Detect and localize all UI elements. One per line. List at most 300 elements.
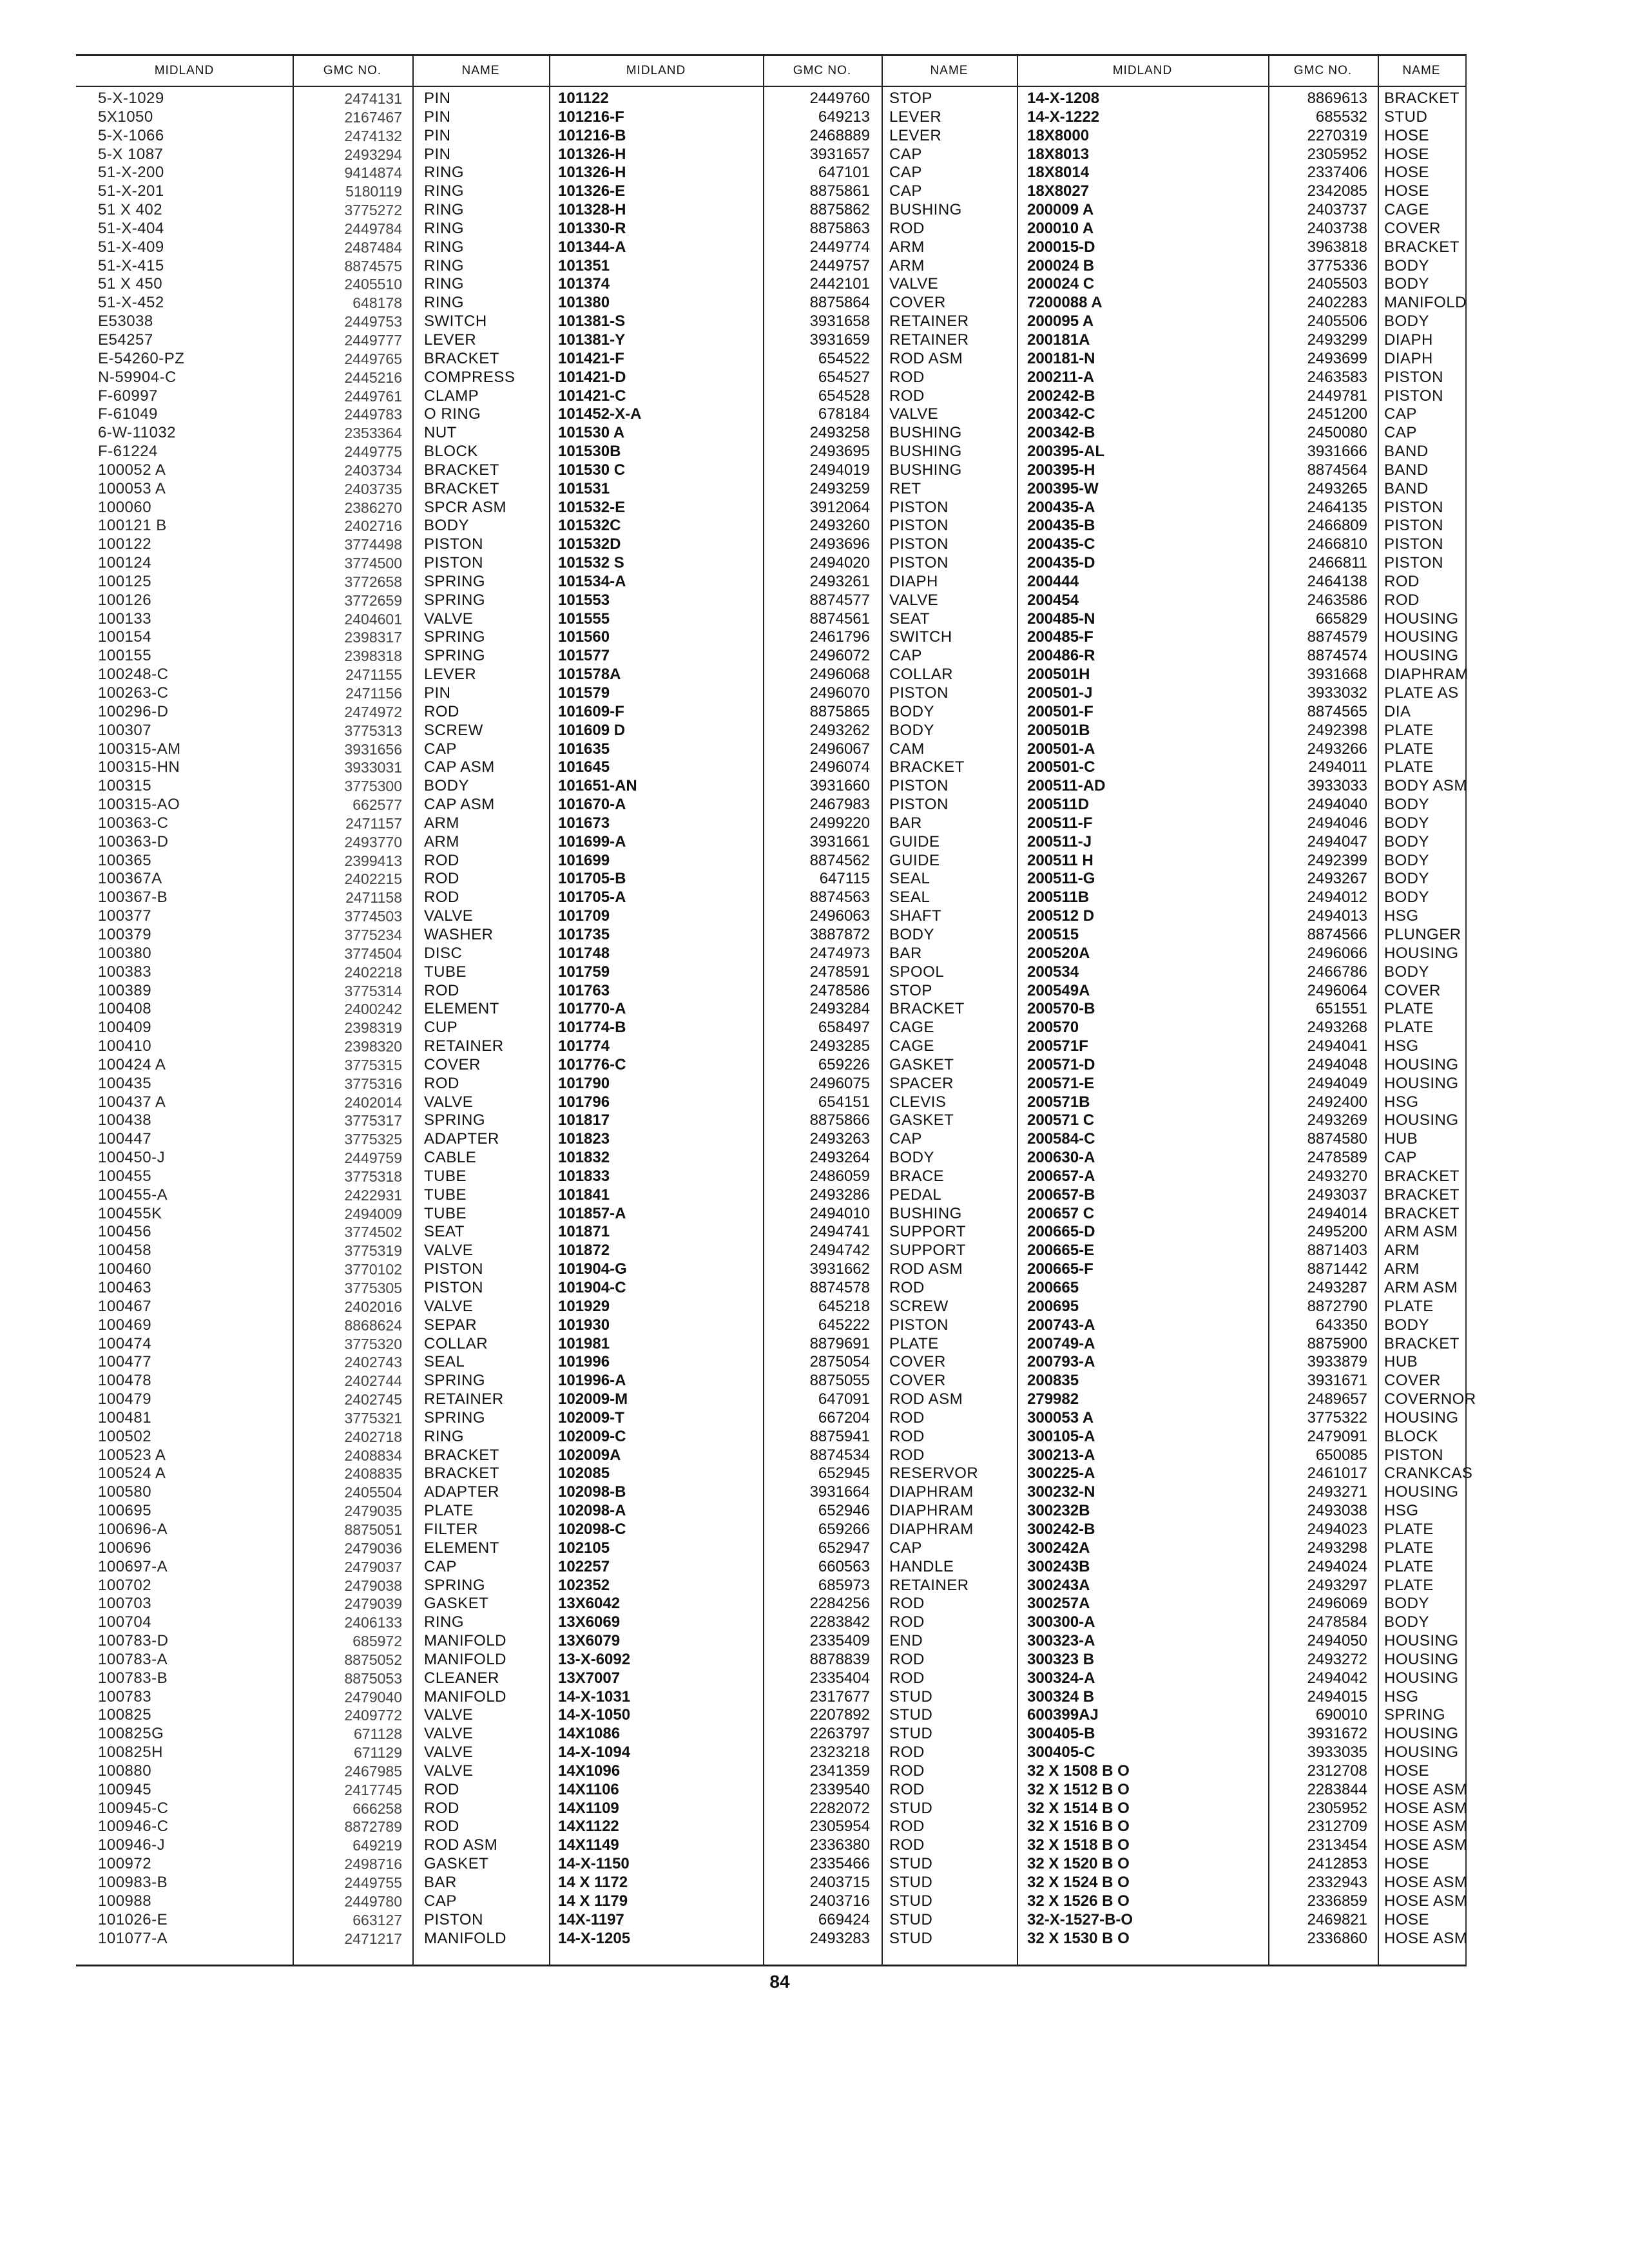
- gmc-cell: 2494012: [1307, 889, 1367, 907]
- name-cell: BODY: [889, 702, 935, 720]
- name-cell: RING: [424, 219, 464, 237]
- name-cell: HOSE: [1384, 1910, 1430, 1928]
- name-cell: PLUNGER: [1384, 925, 1461, 943]
- name-cell: SEAL: [889, 870, 930, 888]
- midland-cell: 100945-C: [98, 1799, 169, 1817]
- midland-cell: 101452-X-A: [558, 405, 642, 423]
- gmc-cell: 2403715: [809, 1874, 870, 1891]
- midland-cell: 100363-C: [98, 814, 169, 832]
- name-cell: PISTON: [889, 517, 949, 535]
- gmc-cell: 3931659: [809, 331, 870, 349]
- midland-cell: 32 X 1530 B O: [1027, 1929, 1130, 1947]
- gmc-cell: 3775325: [344, 1131, 402, 1148]
- gmc-cell: 2167467: [344, 108, 402, 126]
- gmc-cell: 2403737: [1307, 201, 1367, 219]
- midland-column-3: [1027, 90, 1266, 1948]
- gmc-cell: 2494048: [1307, 1055, 1367, 1073]
- name-cell: HANDLE: [889, 1557, 954, 1575]
- midland-cell: 13X7007: [558, 1669, 621, 1687]
- midland-cell: 18X8013: [1027, 145, 1090, 163]
- midland-cell: 300243B: [1027, 1557, 1090, 1575]
- name-cell: RING: [424, 256, 464, 274]
- midland-cell: 32 X 1512 B O: [1027, 1780, 1130, 1798]
- name-cell: BLOCK: [1384, 1427, 1438, 1445]
- gmc-cell: 2474132: [344, 127, 402, 144]
- name-cell: CAP: [424, 1892, 457, 1910]
- name-cell: BODY ASM: [1384, 777, 1467, 795]
- gmc-cell: 2409772: [344, 1707, 402, 1724]
- gmc-cell: 647101: [818, 164, 870, 182]
- midland-cell: 32 X 1524 B O: [1027, 1874, 1130, 1891]
- gmc-cell: 2478584: [1307, 1613, 1367, 1631]
- midland-cell: 101857-A: [558, 1204, 626, 1222]
- gmc-cell: 2493696: [809, 535, 870, 553]
- gmc-cell: 3770102: [344, 1261, 402, 1278]
- name-cell: RETAINER: [889, 312, 969, 331]
- name-cell: BODY: [889, 721, 935, 739]
- name-cell: GUIDE: [889, 851, 940, 869]
- midland-cell: 101578A: [558, 666, 621, 684]
- midland-cell: 200024 B: [1027, 256, 1095, 274]
- midland-cell: 101776-C: [558, 1055, 626, 1073]
- gmc-cell: 2408835: [344, 1465, 402, 1483]
- name-cell: BRACKET: [1384, 238, 1460, 256]
- midland-column-1: [98, 90, 285, 1948]
- gmc-cell: 2496069: [1307, 1595, 1367, 1613]
- gmc-cell: 2405506: [1307, 312, 1367, 331]
- name-column-2: [889, 90, 1016, 1948]
- name-cell: STUD: [889, 1874, 933, 1891]
- midland-cell: 5-X-1066: [98, 126, 164, 144]
- midland-cell: 300243A: [1027, 1576, 1090, 1594]
- name-cell: BODY: [1384, 814, 1430, 832]
- midland-cell: 100060: [98, 498, 152, 516]
- midland-cell: 100315-HN: [98, 758, 180, 776]
- midland-cell: 102105: [558, 1539, 610, 1557]
- midland-cell: 200444: [1027, 572, 1079, 590]
- midland-cell: 200501-F: [1027, 702, 1094, 720]
- column-divider: [412, 56, 414, 1965]
- midland-cell: 200010 A: [1027, 219, 1094, 237]
- midland-cell: 101326-E: [558, 182, 626, 200]
- midland-cell: F-61049: [98, 405, 158, 423]
- name-cell: RET: [889, 479, 921, 497]
- midland-cell: 100383: [98, 963, 152, 981]
- gmc-cell: 2478586: [809, 981, 870, 999]
- gmc-cell: 2422931: [344, 1186, 402, 1204]
- gmc-cell: 2412853: [1307, 1855, 1367, 1873]
- gmc-cell: 2466810: [1307, 535, 1367, 553]
- gmc-cell: 2402743: [344, 1354, 402, 1371]
- gmc-cell: 2474972: [344, 703, 402, 720]
- midland-cell: 300232B: [1027, 1502, 1090, 1520]
- gmc-cell: 8874564: [1307, 461, 1367, 479]
- name-cell: TUBE: [424, 1167, 467, 1185]
- midland-cell: 101530 A: [558, 424, 625, 442]
- header-name-1: NAME: [412, 56, 549, 87]
- gmc-cell: 2496070: [809, 684, 870, 702]
- name-cell: PISTON: [1384, 517, 1443, 535]
- gmc-cell: 2494023: [1307, 1520, 1367, 1538]
- gmc-cell: 2478589: [1307, 1149, 1367, 1167]
- midland-cell: 14-X-1150: [558, 1855, 630, 1873]
- midland-cell: 32-X-1527-B-O: [1027, 1910, 1133, 1928]
- name-cell: DIAPH: [1384, 349, 1433, 367]
- name-cell: ROD: [424, 851, 459, 869]
- name-cell: CAM: [889, 740, 925, 758]
- gmc-cell: 8874574: [1307, 647, 1367, 665]
- parts-table: [76, 54, 1476, 1966]
- midland-cell: 101381-Y: [558, 331, 626, 349]
- midland-cell: 101735: [558, 925, 610, 943]
- gmc-cell: 2464138: [1307, 572, 1367, 590]
- name-cell: HOUSING: [1384, 1669, 1459, 1687]
- name-cell: COVER: [1384, 981, 1441, 999]
- name-cell: BAR: [889, 944, 922, 962]
- gmc-cell: 8874562: [809, 851, 870, 869]
- midland-cell: 101328-H: [558, 201, 626, 219]
- midland-cell: 14-X-1222: [1027, 108, 1100, 126]
- name-cell: ROD: [889, 1762, 925, 1780]
- gmc-cell: 8874534: [809, 1446, 870, 1464]
- name-cell: ROD: [889, 1613, 925, 1631]
- name-cell: BUSHING: [889, 424, 962, 442]
- name-cell: CLEVIS: [889, 1093, 947, 1111]
- name-cell: BRACKET: [424, 479, 499, 497]
- midland-cell: 13X6042: [558, 1595, 621, 1613]
- midland-cell: 300405-C: [1027, 1744, 1095, 1762]
- gmc-cell: 2494014: [1307, 1204, 1367, 1222]
- midland-cell: 200657-A: [1027, 1167, 1095, 1185]
- name-cell: ROD: [424, 702, 459, 720]
- midland-cell: 14-X-1205: [558, 1929, 631, 1947]
- name-cell: MANIFOLD: [424, 1650, 507, 1668]
- gmc-cell: 3933035: [1307, 1744, 1367, 1762]
- gmc-cell: 2493258: [809, 424, 870, 442]
- midland-cell: 100477: [98, 1353, 152, 1371]
- name-cell: CLAMP: [424, 387, 479, 405]
- gmc-column-2: [764, 90, 870, 1948]
- gmc-cell: 2493284: [809, 1000, 870, 1018]
- midland-cell: 101421-D: [558, 368, 626, 386]
- gmc-cell: 3775321: [344, 1409, 402, 1427]
- name-cell: BODY: [1384, 889, 1430, 907]
- midland-cell: 200342-B: [1027, 424, 1095, 442]
- name-cell: COVER: [889, 1372, 946, 1390]
- gmc-cell: 2493265: [1307, 479, 1367, 497]
- gmc-cell: 2402014: [344, 1093, 402, 1111]
- midland-cell: 101421-F: [558, 349, 624, 367]
- name-cell: RETAINER: [424, 1390, 504, 1408]
- gmc-cell: 8874575: [344, 257, 402, 274]
- name-cell: CAP: [889, 1130, 922, 1148]
- name-cell: SUPPORT: [889, 1242, 967, 1260]
- gmc-cell: 654151: [818, 1093, 870, 1111]
- name-cell: HOSE ASM: [1384, 1818, 1468, 1836]
- gmc-cell: 2398317: [344, 629, 402, 646]
- midland-cell: 200501-J: [1027, 684, 1093, 702]
- name-cell: PLATE: [1384, 1539, 1434, 1557]
- gmc-cell: 3933032: [1307, 684, 1367, 702]
- gmc-cell: 2471217: [344, 1930, 402, 1947]
- name-cell: HOSE: [1384, 182, 1430, 200]
- midland-cell: 200665-E: [1027, 1242, 1095, 1260]
- gmc-cell: 2493271: [1307, 1483, 1367, 1501]
- name-cell: BAND: [1384, 443, 1429, 461]
- name-cell: BRACKET: [1384, 1186, 1460, 1204]
- name-cell: PISTON: [1384, 1446, 1443, 1464]
- gmc-cell: 3772659: [344, 591, 402, 609]
- name-cell: CABLE: [424, 1149, 477, 1167]
- gmc-cell: 649219: [352, 1837, 402, 1854]
- gmc-cell: 2399413: [344, 852, 402, 869]
- gmc-cell: 2402745: [344, 1391, 402, 1408]
- name-cell: GASKET: [889, 1055, 954, 1073]
- gmc-cell: 2312708: [1307, 1762, 1367, 1780]
- gmc-cell: 2493260: [809, 517, 870, 535]
- name-cell: BRACKET: [424, 1465, 499, 1483]
- midland-cell: 101122: [558, 90, 609, 107]
- name-cell: ROD ASM: [889, 349, 963, 367]
- midland-cell: 200665-F: [1027, 1260, 1094, 1278]
- gmc-cell: 2449759: [344, 1149, 402, 1167]
- name-cell: STOP: [889, 90, 932, 107]
- midland-cell: 200485-F: [1027, 628, 1094, 646]
- gmc-cell: 2463583: [1307, 368, 1367, 386]
- midland-cell: 200515: [1027, 925, 1079, 943]
- midland-cell: 101609-F: [558, 702, 624, 720]
- name-column-3: [1384, 90, 1476, 1948]
- gmc-cell: 2442101: [809, 275, 870, 293]
- gmc-cell: 2496074: [809, 758, 870, 776]
- name-cell: CAP ASM: [424, 796, 495, 814]
- gmc-cell: 2449784: [344, 220, 402, 237]
- gmc-cell: 647091: [818, 1390, 870, 1408]
- name-cell: SPRING: [424, 1372, 486, 1390]
- gmc-cell: 652945: [818, 1465, 870, 1483]
- name-cell: PLATE: [1384, 1000, 1434, 1018]
- midland-cell: 14 X 1172: [558, 1874, 628, 1891]
- name-cell: DIAPHRAM: [889, 1502, 974, 1520]
- gmc-cell: 3775320: [344, 1335, 402, 1352]
- name-cell: COVER: [889, 1353, 946, 1371]
- gmc-cell: 2312709: [1307, 1818, 1367, 1836]
- midland-cell: 200835: [1027, 1372, 1079, 1390]
- gmc-cell: 8874565: [1307, 702, 1367, 720]
- gmc-cell: 2405503: [1307, 275, 1367, 293]
- midland-cell: 200511 H: [1027, 851, 1094, 869]
- midland-cell: 600399AJ: [1027, 1706, 1099, 1724]
- name-cell: VALVE: [424, 1242, 474, 1260]
- midland-cell: 200501B: [1027, 721, 1090, 739]
- midland-cell: 102098-C: [558, 1520, 626, 1538]
- name-cell: HSG: [1384, 1093, 1419, 1111]
- gmc-cell: 2467985: [344, 1762, 402, 1780]
- name-cell: TUBE: [424, 963, 467, 981]
- name-cell: ROD: [424, 1074, 459, 1092]
- gmc-cell: 2474973: [809, 944, 870, 962]
- midland-cell: 32 X 1514 B O: [1027, 1799, 1130, 1817]
- name-cell: ARM: [889, 238, 925, 256]
- gmc-cell: 2494010: [809, 1204, 870, 1222]
- gmc-cell: 2875054: [809, 1353, 870, 1371]
- gmc-cell: 2493287: [1307, 1279, 1367, 1296]
- midland-cell: 100946-J: [98, 1836, 166, 1854]
- name-cell: HOUSING: [1384, 1055, 1459, 1073]
- gmc-cell: 2493286: [809, 1186, 870, 1204]
- name-cell: CAGE: [889, 1037, 935, 1055]
- midland-cell: 100469: [98, 1316, 152, 1334]
- name-cell: ROD: [889, 1836, 925, 1854]
- name-cell: BRACKET: [1384, 90, 1460, 107]
- midland-cell: 100377: [98, 907, 152, 925]
- midland-cell: 200657-B: [1027, 1186, 1095, 1204]
- gmc-cell: 2471156: [345, 685, 402, 702]
- midland-cell: 200549A: [1027, 981, 1090, 999]
- midland-cell: 100783-D: [98, 1632, 169, 1650]
- name-cell: BODY: [1384, 275, 1430, 293]
- name-cell: HOUSING: [1384, 1632, 1459, 1650]
- name-cell: PISTON: [1384, 368, 1443, 386]
- gmc-cell: 659266: [818, 1520, 870, 1538]
- name-cell: DIA: [1384, 702, 1411, 720]
- midland-cell: 18X8027: [1027, 182, 1090, 200]
- midland-cell: 101774-B: [558, 1019, 626, 1037]
- gmc-cell: 658497: [818, 1019, 870, 1037]
- gmc-cell: 2478591: [809, 963, 870, 981]
- name-cell: END: [889, 1632, 923, 1650]
- name-cell: ARM: [889, 256, 925, 274]
- name-cell: CAP: [1384, 1149, 1417, 1167]
- midland-cell: 51-X-200: [98, 164, 164, 182]
- column-divider: [882, 56, 883, 1965]
- name-cell: CAGE: [1384, 201, 1430, 219]
- gmc-cell: 8875863: [809, 219, 870, 237]
- name-cell: CUP: [424, 1019, 458, 1037]
- name-cell: HUB: [1384, 1130, 1418, 1148]
- gmc-cell: 2479091: [1307, 1427, 1367, 1445]
- gmc-cell: 8879691: [809, 1334, 870, 1352]
- gmc-cell: 2402283: [1307, 294, 1367, 312]
- midland-cell: 102009-T: [558, 1408, 624, 1427]
- gmc-cell: 2494011: [1308, 758, 1367, 776]
- name-cell: BAND: [1384, 461, 1429, 479]
- name-cell: SCREW: [889, 1297, 949, 1315]
- name-cell: LEVER: [889, 126, 942, 144]
- midland-cell: 200342-C: [1027, 405, 1095, 423]
- name-cell: BODY: [1384, 1316, 1430, 1334]
- name-cell: BODY: [889, 1149, 935, 1167]
- gmc-cell: 2496067: [809, 740, 870, 758]
- gmc-cell: 8875941: [809, 1427, 870, 1445]
- name-cell: BRACKET: [889, 1000, 965, 1018]
- name-cell: PISTON: [889, 535, 949, 553]
- name-cell: VALVE: [424, 1093, 474, 1111]
- gmc-cell: 8874579: [1307, 628, 1367, 646]
- header-name-3: NAME: [1378, 56, 1465, 87]
- midland-cell: 5X1050: [98, 108, 153, 126]
- midland-cell: 300232-N: [1027, 1483, 1095, 1501]
- gmc-cell: 3774503: [344, 908, 402, 925]
- gmc-cell: 8874578: [809, 1279, 870, 1296]
- midland-cell: 14X1106: [558, 1780, 619, 1798]
- midland-cell: 101833: [558, 1167, 610, 1185]
- gmc-cell: 2467983: [809, 796, 870, 814]
- name-cell: HOUSING: [1384, 628, 1459, 646]
- midland-cell: 100133: [98, 610, 152, 628]
- midland-cell: 200570: [1027, 1019, 1079, 1037]
- gmc-cell: 2493262: [809, 721, 870, 739]
- midland-cell: 101929: [558, 1297, 610, 1315]
- name-cell: BRACKET: [1384, 1204, 1460, 1222]
- midland-cell: 100704: [98, 1613, 152, 1631]
- gmc-cell: 8875866: [809, 1111, 870, 1129]
- name-cell: CAP: [424, 1557, 457, 1575]
- midland-cell: 101930: [558, 1316, 610, 1334]
- name-cell: ROD: [889, 1408, 925, 1427]
- gmc-cell: 659226: [818, 1055, 870, 1073]
- midland-cell: 100315-AM: [98, 740, 181, 758]
- gmc-cell: 3931664: [809, 1483, 870, 1501]
- gmc-cell: 667204: [818, 1408, 870, 1427]
- name-cell: GASKET: [424, 1595, 489, 1613]
- midland-cell: 100363-D: [98, 832, 169, 850]
- midland-cell: 100474: [98, 1334, 152, 1352]
- name-cell: GASKET: [889, 1111, 954, 1129]
- name-cell: TUBE: [424, 1204, 467, 1222]
- header-gmc-1: GMC NO.: [293, 56, 412, 87]
- midland-cell: 13X6079: [558, 1632, 621, 1650]
- name-cell: COVER: [1384, 219, 1441, 237]
- midland-cell: 100315: [98, 777, 152, 795]
- gmc-cell: 2464135: [1307, 498, 1367, 516]
- gmc-cell: 8868624: [344, 1316, 402, 1334]
- midland-cell: 200486-R: [1027, 647, 1095, 665]
- midland-cell: F-60997: [98, 387, 158, 405]
- gmc-cell: 669424: [818, 1910, 870, 1928]
- name-cell: LEVER: [889, 108, 942, 126]
- midland-cell: 100458: [98, 1242, 152, 1260]
- column-divider: [549, 56, 550, 1965]
- gmc-cell: 2493272: [1307, 1650, 1367, 1668]
- gmc-cell: 3775317: [344, 1112, 402, 1129]
- name-cell: PIN: [424, 108, 451, 126]
- name-cell: SUPPORT: [889, 1223, 967, 1241]
- midland-cell: 200511-AD: [1027, 777, 1106, 795]
- gmc-cell: 2486059: [809, 1167, 870, 1185]
- name-cell: ADAPTER: [424, 1130, 499, 1148]
- name-cell: STUD: [889, 1706, 933, 1724]
- gmc-cell: 2492400: [1307, 1093, 1367, 1111]
- name-cell: ROD: [424, 1780, 459, 1798]
- midland-cell: 5-X-1029: [98, 90, 164, 107]
- gmc-cell: 2479038: [344, 1577, 402, 1594]
- name-cell: PLATE: [1384, 1297, 1434, 1315]
- name-cell: CLEANER: [424, 1669, 499, 1687]
- name-cell: ARM: [424, 814, 459, 832]
- midland-cell: 300257A: [1027, 1595, 1090, 1613]
- name-cell: LEVER: [424, 331, 477, 349]
- midland-cell: 14-X-1031: [558, 1687, 631, 1706]
- gmc-cell: 2493267: [1307, 870, 1367, 888]
- midland-cell: 100695: [98, 1502, 152, 1520]
- name-cell: ROD: [889, 1650, 925, 1668]
- midland-cell: 100825G: [98, 1725, 164, 1743]
- midland-cell: 100456: [98, 1223, 152, 1241]
- midland-cell: 14X1096: [558, 1762, 621, 1780]
- gmc-cell: 2336859: [1307, 1892, 1367, 1910]
- name-cell: ARM ASM: [1384, 1223, 1458, 1241]
